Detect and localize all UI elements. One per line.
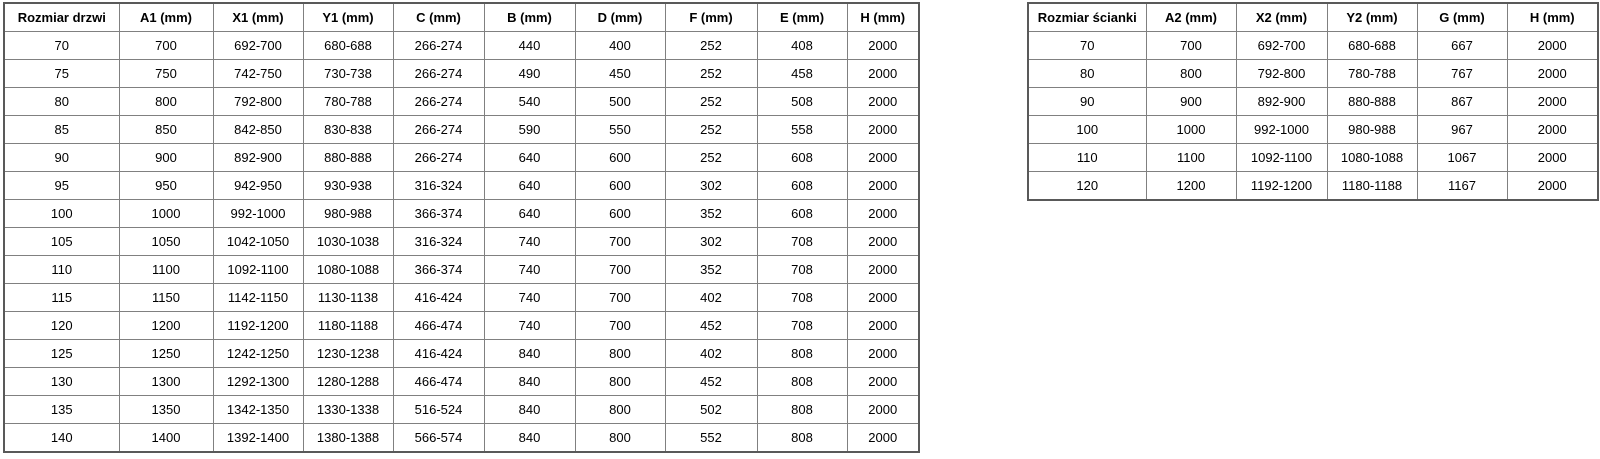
- table-cell: 830-838: [303, 116, 393, 144]
- table-cell: 2000: [847, 396, 919, 424]
- table-cell: 800: [575, 396, 665, 424]
- table-row: [4, 340, 919, 368]
- table-cell: 2000: [847, 88, 919, 116]
- table-row: [4, 172, 919, 200]
- table-cell: 1242-1250: [213, 340, 303, 368]
- table-cell: 667: [1417, 32, 1507, 60]
- table-cell: 466-474: [393, 368, 484, 396]
- table-cell: 808: [757, 424, 847, 453]
- table-cell: 366-374: [393, 200, 484, 228]
- table-cell: 130: [4, 368, 119, 396]
- table-cell: 742-750: [213, 60, 303, 88]
- table-row: [1028, 172, 1598, 201]
- table-cell: 1092-1100: [213, 256, 303, 284]
- table-cell: 90: [4, 144, 119, 172]
- table-cell: 740: [484, 228, 575, 256]
- table-cell: 1280-1288: [303, 368, 393, 396]
- table-cell: 70: [4, 32, 119, 60]
- table-cell: 600: [575, 144, 665, 172]
- table-row: [1028, 144, 1598, 172]
- table-cell: 842-850: [213, 116, 303, 144]
- table-cell: 1050: [119, 228, 213, 256]
- table-cell: 1042-1050: [213, 228, 303, 256]
- table-cell: 105: [4, 228, 119, 256]
- table-cell: 730-738: [303, 60, 393, 88]
- table-cell: 458: [757, 60, 847, 88]
- table-cell: 1200: [1146, 172, 1236, 201]
- table-cell: 892-900: [1236, 88, 1327, 116]
- table-cell: 110: [1028, 144, 1146, 172]
- table-cell: 2000: [1507, 60, 1598, 88]
- table-cell: 302: [665, 172, 757, 200]
- table-header: [1028, 3, 1598, 32]
- table-cell: 590: [484, 116, 575, 144]
- table-cell: 942-950: [213, 172, 303, 200]
- table-cell: 440: [484, 32, 575, 60]
- table-cell: 266-274: [393, 60, 484, 88]
- table-cell: 2000: [847, 144, 919, 172]
- table-cell: 700: [575, 256, 665, 284]
- table-cell: 740: [484, 284, 575, 312]
- table-cell: 2000: [847, 172, 919, 200]
- table-cell: 867: [1417, 88, 1507, 116]
- table-cell: 892-900: [213, 144, 303, 172]
- header-row: [1028, 3, 1598, 32]
- table-cell: 508: [757, 88, 847, 116]
- table-cell: 252: [665, 144, 757, 172]
- table-cell: 780-788: [303, 88, 393, 116]
- table-cell: 880-888: [1327, 88, 1417, 116]
- table-row: [4, 396, 919, 424]
- column-header: X1 (mm): [213, 3, 303, 32]
- column-header: Y2 (mm): [1327, 3, 1417, 32]
- table-cell: 608: [757, 172, 847, 200]
- table-cell: 2000: [1507, 32, 1598, 60]
- header-row: [4, 3, 919, 32]
- table-row: [4, 116, 919, 144]
- table-cell: 120: [1028, 172, 1146, 201]
- table-cell: 1067: [1417, 144, 1507, 172]
- table-cell: 316-324: [393, 228, 484, 256]
- table-cell: 840: [484, 396, 575, 424]
- table-cell: 1000: [1146, 116, 1236, 144]
- table-cell: 2000: [847, 256, 919, 284]
- table-cell: 1100: [1146, 144, 1236, 172]
- table-cell: 880-888: [303, 144, 393, 172]
- table-cell: 700: [575, 312, 665, 340]
- column-header: H (mm): [1507, 3, 1598, 32]
- table-cell: 252: [665, 116, 757, 144]
- table-cell: 2000: [1507, 144, 1598, 172]
- column-header: A2 (mm): [1146, 3, 1236, 32]
- table-cell: 808: [757, 368, 847, 396]
- table-cell: 502: [665, 396, 757, 424]
- table-cell: 767: [1417, 60, 1507, 88]
- table-cell: 700: [575, 284, 665, 312]
- table-cell: 1342-1350: [213, 396, 303, 424]
- table-row: [1028, 32, 1598, 60]
- table-cell: 550: [575, 116, 665, 144]
- table-row: [4, 228, 919, 256]
- table-row: [4, 200, 919, 228]
- table-cell: 2000: [847, 116, 919, 144]
- table-cell: 1080-1088: [1327, 144, 1417, 172]
- table-row: [4, 60, 919, 88]
- column-header: E (mm): [757, 3, 847, 32]
- table-row: [4, 424, 919, 453]
- table-row: [1028, 88, 1598, 116]
- table-row: [4, 32, 919, 60]
- table-cell: 800: [119, 88, 213, 116]
- table-cell: 680-688: [303, 32, 393, 60]
- table-cell: 266-274: [393, 88, 484, 116]
- table-cell: 90: [1028, 88, 1146, 116]
- table-cell: 1380-1388: [303, 424, 393, 453]
- table-cell: 840: [484, 368, 575, 396]
- table-cell: 608: [757, 200, 847, 228]
- table-cell: 266-274: [393, 116, 484, 144]
- table-row: [4, 88, 919, 116]
- column-header: Rozmiar ścianki: [1028, 3, 1146, 32]
- table-cell: 2000: [847, 228, 919, 256]
- table-cell: 540: [484, 88, 575, 116]
- table-cell: 600: [575, 172, 665, 200]
- table-cell: 700: [575, 228, 665, 256]
- table-cell: 1330-1338: [303, 396, 393, 424]
- table-cell: 1130-1138: [303, 284, 393, 312]
- table-cell: 500: [575, 88, 665, 116]
- table-cell: 692-700: [213, 32, 303, 60]
- table-cell: 2000: [847, 340, 919, 368]
- table-cell: 366-374: [393, 256, 484, 284]
- table-cell: 740: [484, 312, 575, 340]
- column-header: G (mm): [1417, 3, 1507, 32]
- table-cell: 352: [665, 256, 757, 284]
- table-cell: 792-800: [1236, 60, 1327, 88]
- table-cell: 252: [665, 60, 757, 88]
- table-cell: 402: [665, 284, 757, 312]
- table-cell: 800: [575, 368, 665, 396]
- table-row: [4, 312, 919, 340]
- table-cell: 1000: [119, 200, 213, 228]
- table-cell: 1192-1200: [213, 312, 303, 340]
- table-body: [4, 32, 919, 453]
- table-cell: 2000: [847, 424, 919, 453]
- column-header: Y1 (mm): [303, 3, 393, 32]
- table-cell: 1092-1100: [1236, 144, 1327, 172]
- table-row: [4, 256, 919, 284]
- table-cell: 750: [119, 60, 213, 88]
- table-cell: 125: [4, 340, 119, 368]
- table-cell: 516-524: [393, 396, 484, 424]
- table-cell: 1080-1088: [303, 256, 393, 284]
- table-cell: 2000: [847, 368, 919, 396]
- table-row: [4, 284, 919, 312]
- table-cell: 900: [1146, 88, 1236, 116]
- table-cell: 800: [1146, 60, 1236, 88]
- table-cell: 450: [575, 60, 665, 88]
- table-cell: 100: [4, 200, 119, 228]
- table-cell: 1200: [119, 312, 213, 340]
- table-cell: 850: [119, 116, 213, 144]
- table-cell: 840: [484, 340, 575, 368]
- table-cell: 1030-1038: [303, 228, 393, 256]
- table-cell: 1192-1200: [1236, 172, 1327, 201]
- table-row: [4, 368, 919, 396]
- table-cell: 552: [665, 424, 757, 453]
- table-cell: 416-424: [393, 284, 484, 312]
- table-cell: 140: [4, 424, 119, 453]
- column-header: X2 (mm): [1236, 3, 1327, 32]
- column-header: A1 (mm): [119, 3, 213, 32]
- table-cell: 490: [484, 60, 575, 88]
- table-cell: 1230-1238: [303, 340, 393, 368]
- column-header: B (mm): [484, 3, 575, 32]
- table-cell: 1100: [119, 256, 213, 284]
- table-cell: 2000: [1507, 172, 1598, 201]
- table-cell: 1350: [119, 396, 213, 424]
- table-cell: 566-574: [393, 424, 484, 453]
- table-cell: 900: [119, 144, 213, 172]
- table-cell: 708: [757, 284, 847, 312]
- table-cell: 808: [757, 340, 847, 368]
- table-cell: 708: [757, 228, 847, 256]
- table-cell: 80: [1028, 60, 1146, 88]
- column-header: H (mm): [847, 3, 919, 32]
- table-cell: 266-274: [393, 32, 484, 60]
- table-cell: 2000: [847, 60, 919, 88]
- table-cell: 70: [1028, 32, 1146, 60]
- table-cell: 1150: [119, 284, 213, 312]
- table-cell: 1300: [119, 368, 213, 396]
- table-cell: 80: [4, 88, 119, 116]
- table-cell: 316-324: [393, 172, 484, 200]
- table-cell: 740: [484, 256, 575, 284]
- table-cell: 95: [4, 172, 119, 200]
- table-cell: 640: [484, 200, 575, 228]
- table-cell: 2000: [1507, 116, 1598, 144]
- table-cell: 980-988: [303, 200, 393, 228]
- door-sizes-table: [3, 2, 920, 453]
- table-cell: 110: [4, 256, 119, 284]
- table-cell: 967: [1417, 116, 1507, 144]
- table-cell: 452: [665, 368, 757, 396]
- table-cell: 600: [575, 200, 665, 228]
- table-cell: 840: [484, 424, 575, 453]
- table-cell: 452: [665, 312, 757, 340]
- table-cell: 1180-1188: [303, 312, 393, 340]
- table-cell: 75: [4, 60, 119, 88]
- table-cell: 402: [665, 340, 757, 368]
- table-cell: 135: [4, 396, 119, 424]
- table-cell: 2000: [847, 284, 919, 312]
- table-cell: 1167: [1417, 172, 1507, 201]
- table-cell: 115: [4, 284, 119, 312]
- table-cell: 640: [484, 144, 575, 172]
- table-cell: 302: [665, 228, 757, 256]
- table-cell: 2000: [847, 312, 919, 340]
- table-cell: 466-474: [393, 312, 484, 340]
- table-cell: 692-700: [1236, 32, 1327, 60]
- table-cell: 1292-1300: [213, 368, 303, 396]
- table-cell: 708: [757, 256, 847, 284]
- table-cell: 992-1000: [1236, 116, 1327, 144]
- table-cell: 2000: [847, 32, 919, 60]
- table-cell: 408: [757, 32, 847, 60]
- table-cell: 700: [119, 32, 213, 60]
- table-cell: 266-274: [393, 144, 484, 172]
- table-cell: 640: [484, 172, 575, 200]
- table-cell: 2000: [847, 200, 919, 228]
- table-cell: 1400: [119, 424, 213, 453]
- table-row: [4, 144, 919, 172]
- table-cell: 680-688: [1327, 32, 1417, 60]
- table-cell: 792-800: [213, 88, 303, 116]
- table-cell: 558: [757, 116, 847, 144]
- table-cell: 400: [575, 32, 665, 60]
- table-cell: 980-988: [1327, 116, 1417, 144]
- table-cell: 950: [119, 172, 213, 200]
- table-cell: 808: [757, 396, 847, 424]
- table-cell: 708: [757, 312, 847, 340]
- table-cell: 700: [1146, 32, 1236, 60]
- column-header: F (mm): [665, 3, 757, 32]
- table-cell: 120: [4, 312, 119, 340]
- table-cell: 800: [575, 340, 665, 368]
- table-cell: 1180-1188: [1327, 172, 1417, 201]
- table-cell: 780-788: [1327, 60, 1417, 88]
- column-header: D (mm): [575, 3, 665, 32]
- table-header: [4, 3, 919, 32]
- table-cell: 85: [4, 116, 119, 144]
- table-cell: 1250: [119, 340, 213, 368]
- table-cell: 416-424: [393, 340, 484, 368]
- table-cell: 1392-1400: [213, 424, 303, 453]
- table-cell: 2000: [1507, 88, 1598, 116]
- table-cell: 800: [575, 424, 665, 453]
- table-cell: 930-938: [303, 172, 393, 200]
- table-cell: 608: [757, 144, 847, 172]
- table-row: [1028, 60, 1598, 88]
- table-body: [1028, 32, 1598, 201]
- column-header: Rozmiar drzwi: [4, 3, 119, 32]
- table-cell: 252: [665, 88, 757, 116]
- table-cell: 992-1000: [213, 200, 303, 228]
- table-cell: 1142-1150: [213, 284, 303, 312]
- side-panel-sizes-table: [1027, 2, 1599, 201]
- table-cell: 252: [665, 32, 757, 60]
- table-row: [1028, 116, 1598, 144]
- column-header: C (mm): [393, 3, 484, 32]
- table-cell: 100: [1028, 116, 1146, 144]
- table-cell: 352: [665, 200, 757, 228]
